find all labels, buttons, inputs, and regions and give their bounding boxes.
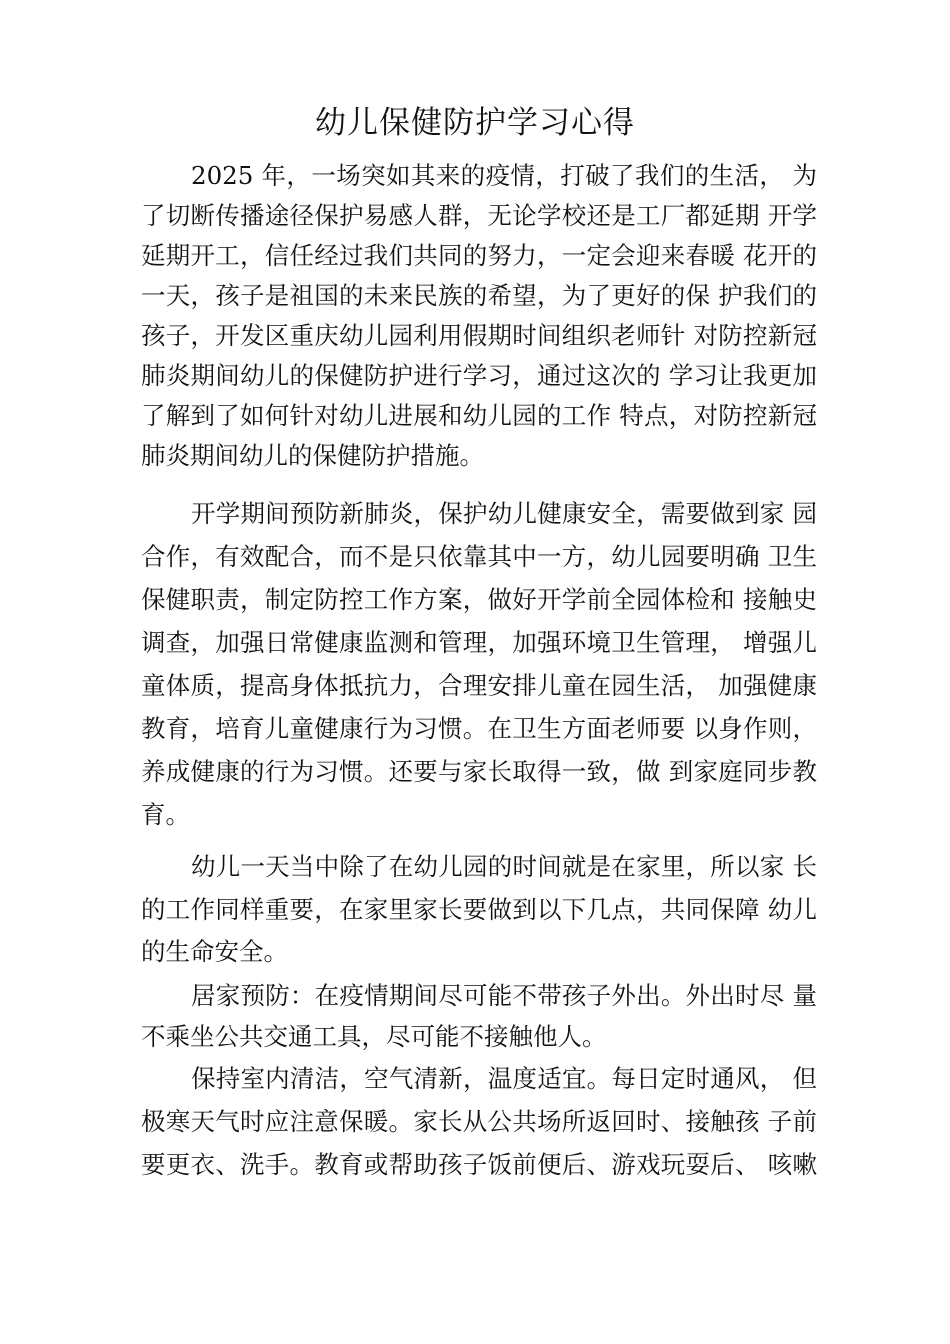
paragraph-1-line-4: 一天，孩子是祖国的未来民族的希望，为了更好的保 护我们的 [141, 281, 817, 310]
paragraph-2-line-5: 童体质，提高身体抵抗力，合理安排儿童在园生活， 加强健康 [141, 671, 817, 700]
paragraph-2-line-7: 养成健康的行为习惯。还要与家长取得一致，做 到家庭同步教 [141, 757, 817, 786]
paragraph-5-line-3: 要更衣、洗手。教育或帮助孩子饭前便后、游戏玩耍后、 咳嗽 [141, 1150, 817, 1179]
paragraph-1-line-6: 肺炎期间幼儿的保健防护进行学习，通过这次的 学习让我更加 [141, 361, 817, 390]
paragraph-1-line-3: 延期开工，信任经过我们共同的努力，一定会迎来春暖 花开的 [141, 241, 817, 270]
paragraph-5-line-2: 极寒天气时应注意保暖。家长从公共场所返回时、接触孩 子前 [141, 1107, 817, 1136]
paragraph-3-line-3: 的生命安全。 [141, 937, 288, 966]
paragraph-2-line-6: 教育，培育儿童健康行为习惯。在卫生方面老师要 以身作则， [141, 714, 817, 743]
paragraph-2-line-1: 开学期间预防新肺炎，保护幼儿健康安全，需要做到家 园 [191, 499, 817, 528]
paragraph-1-line-2: 了切断传播途径保护易感人群，无论学校还是工厂都延期 开学 [141, 201, 817, 230]
paragraph-2-line-8: 育。 [141, 800, 190, 829]
paragraph-4-line-2: 不乘坐公共交通工具，尽可能不接触他人。 [141, 1022, 607, 1051]
paragraph-1-line-8: 肺炎期间幼儿的保健防护措施。 [141, 441, 484, 470]
paragraph-2-line-2: 合作，有效配合，而不是只依靠其中一方，幼儿园要明确 卫生 [141, 542, 817, 571]
paragraph-3-line-1: 幼儿一天当中除了在幼儿园的时间就是在家里，所以家 长 [191, 852, 817, 881]
paragraph-3-line-2: 的工作同样重要，在家里家长要做到以下几点，共同保障 幼儿 [141, 895, 817, 924]
paragraph-1-line-7: 了解到了如何针对幼儿进展和幼儿园的工作 特点，对防控新冠 [141, 401, 817, 430]
paragraph-4-line-1: 居家预防：在疫情期间尽可能不带孩子外出。外出时尽 量 [191, 981, 817, 1010]
paragraph-2-line-4: 调查，加强日常健康监测和管理，加强环境卫生管理， 增强儿 [141, 628, 817, 657]
paragraph-2-line-3: 保健职责，制定防控工作方案，做好开学前全园体检和 接触史 [141, 585, 817, 614]
paragraph-5-line-1: 保持室内清洁，空气清新，温度适宜。每日定时通风， 但 [191, 1064, 817, 1093]
document-title: 幼儿保健防护学习心得 [315, 105, 635, 141]
paragraph-1-line-5: 孩子，开发区重庆幼儿园利用假期时间组织老师针 对防控新冠 [141, 321, 817, 350]
paragraph-1-line-1: 2025 年，一场突如其来的疫情，打破了我们的生活， 为 [191, 161, 817, 190]
